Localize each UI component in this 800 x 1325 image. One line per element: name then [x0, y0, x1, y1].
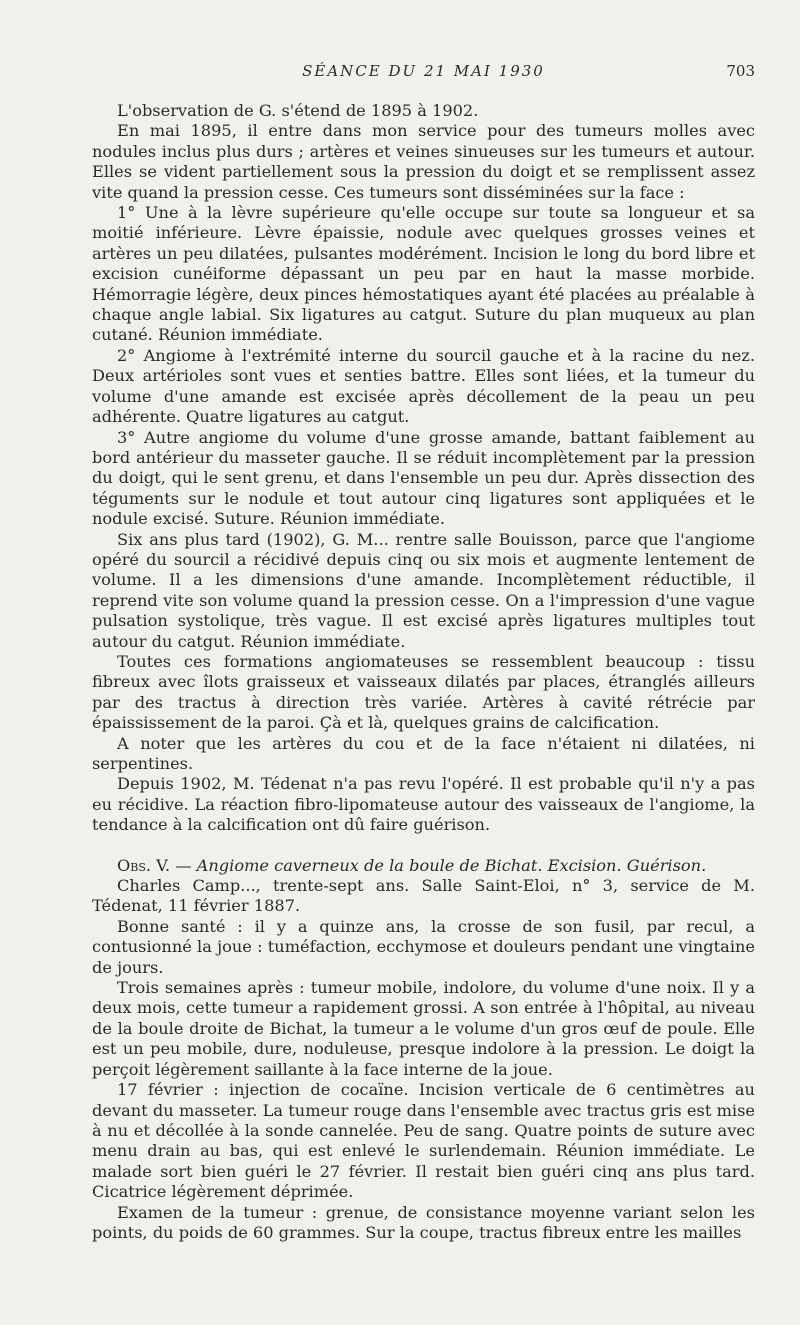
paragraph: Toutes ces formations angiomateuses se ressemblent beaucoup : tissu fibreux avec îlots graisseux et vaisseaux dilatés par places, étranglés ailleurs par des tractus à direction très variée. Artères à cavité rétrécie par épaississement de la paroi. Çà et là, quelques grains de calcification.: [92, 651, 755, 733]
running-head: SÉANCE DU 21 MAI 1930: [302, 62, 545, 80]
observation-heading: [92, 856, 755, 876]
paragraph: 17 février : injection de cocaïne. Incision verticale de 6 centimètres au devant du masseter. La tumeur rouge dans l'ensemble avec tractus gris est mise à nu et décollée à la sonde cannelée. Peu de sang. Quatre points de suture avec menu drain au bas, qui est enlevé le surlendemain. Réunion immédiate. Le malade sort bien guéri le 27 février. Il restait bien guéri cinq ans plus tard. Cicatrice légèrement déprimée.: [92, 1080, 755, 1202]
paragraph: L'observation de G. s'étend de 1895 à 1902.: [117, 101, 479, 120]
paragraph: 1° Une à la lèvre supérieure qu'elle occupe sur toute sa longueur et sa moitié inférieure. Lèvre épaissie, nodule avec quelques grosses veines et artères un peu dilatées, pulsantes modérément. Incision le long du bord libre et excision cunéiforme dépassant un peu par en haut la masse morbide. Hémorragie légère, deux pinces hémostatiques ayant été placées au préalable à chaque angle labial. Six ligatures au catgut. Suture du plan muqueux au plan cutané. Réunion immédiate.: [92, 203, 755, 345]
paragraph: Six ans plus tard (1902), G. M... rentre salle Bouisson, parce que l'angiome opéré du sourcil a récidivé depuis cinq ou six mois et augmente lentement de volume. Il a les dimensions d'une amande. Incomplètement réductible, il reprend vite son volume quand la pression cesse. On a l'impression d'une vague pulsation systolique, très vague. Il est excisé après ligatures multiples tout autour du catgut. Réunion immédiate.: [92, 529, 755, 651]
observation-title: Angiome caverneux de la boule de Bichat. Excision. Guérison.: [196, 855, 707, 875]
paragraph: Examen de la tumeur : grenue, de consistance moyenne variant selon les points, du poids de 60 grammes. Sur la coupe, tractus fibreux entre les mailles: [92, 1202, 755, 1242]
paragraph: 2° Angiome à l'extrémité interne du sourcil gauche et à la racine du nez. Deux artérioles sont vues et senties battre. Elles sont liées, et la tumeur du volume d'une amande est excisée après décollement de la peau un peu adhérente. Quatre ligatures au catgut.: [92, 345, 755, 427]
paragraph: Trois semaines après : tumeur mobile, indolore, du volume d'une noix. Il y a deux mois, cette tumeur a rapidement grossi. A son entrée à l'hôpital, au niveau de la boule droite de Bichat, la tumeur a le volume d'un gros œuf de poule. Elle est un peu mobile, dure, noduleuse, presque indolore à la pression. Le doigt la perçoit légèrement saillante à la face interne de la joue.: [92, 978, 755, 1079]
paragraph: 3° Autre angiome du volume d'une grosse amande, battant faiblement au bord antérieur du masseter gauche. Il se réduit incomplètement par la pression du doigt, qui le sent grenu, et dans l'ensemble un peu dur. Après dissection des téguments sur le nodule et tout autour cinq ligatures sont appliquées et le nodule excisé. Suture. Réunion immédiate.: [92, 427, 755, 529]
paragraph: Bonne santé : il y a quinze ans, la crosse de son fusil, par recul, a contusionné la joue : tuméfaction, ecchymose et douleurs pendant une vingtaine de jours.: [92, 916, 755, 977]
paragraph: En mai 1895, il entre dans mon service pour des tumeurs molles avec nodules inclus plus durs ; artères et veines sinueuses sur les tumeurs et autour. Elles se vident partiellement sous la pression du doigt et se remplissent assez vite quand la pression cesse. Ces tumeurs sont disséminées sur la face :: [92, 121, 755, 202]
paragraph: Depuis 1902, M. Tédenat n'a pas revu l'opéré. Il est probable qu'il n'y a pas eu récidive. La réaction fibro-lipomateuse autour des vaisseaux de l'angiome, la tendance à la calcification ont dû faire guérison.: [92, 774, 755, 835]
page-header: [92, 62, 755, 82]
observation-dash: —: [170, 855, 197, 875]
paragraph: Charles Camp..., trente-sept ans. Salle Saint-Eloi, n° 3, service de M. Tédenat, 11 février 1887.: [92, 876, 755, 916]
observation-label: Obs. V.: [117, 855, 171, 875]
page-number: 703: [726, 62, 755, 80]
paragraph: A noter que les artères du cou et de la face n'étaient ni dilatées, ni serpentines.: [92, 733, 755, 773]
body-text: [92, 101, 755, 1243]
